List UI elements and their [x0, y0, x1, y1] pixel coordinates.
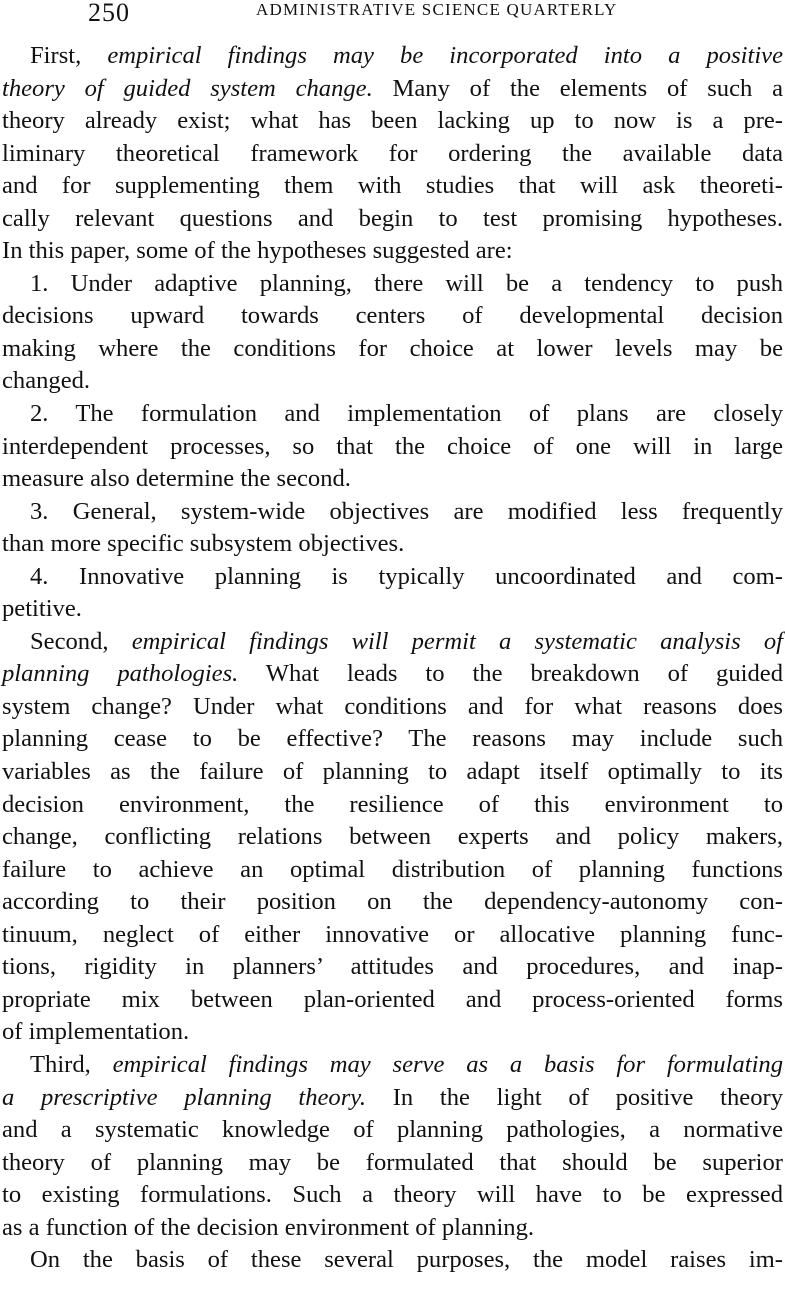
- text-line: interdependent processes, so that the choice of one will in large: [2, 432, 783, 460]
- hypothesis-3: [2, 496, 783, 561]
- text-run: First,: [30, 42, 108, 69]
- text-line: [2, 1049, 783, 1082]
- italic-run: empirical findings may be incorporated into a positive: [107, 42, 783, 69]
- text-line: liminary theoretical framework for ordering the available data: [2, 139, 783, 167]
- text-line: and for supplementing them with studies that will ask theoreti-: [2, 172, 783, 200]
- text-run: Second,: [30, 627, 132, 655]
- page-number: 250: [88, 0, 130, 27]
- text-line: changed.: [2, 367, 91, 395]
- running-header: [0, 0, 785, 30]
- text-run: What leads to the breakdown of guided: [238, 660, 783, 688]
- text-line: theory of planning may be formulated that should be superior: [2, 1148, 783, 1176]
- text-line: tions, rigidity in planners’ attitudes and procedures, and inap-: [2, 953, 783, 981]
- italic-run: empirical findings may serve as a basis for formulating: [112, 1050, 783, 1078]
- text-run: Third,: [30, 1050, 113, 1078]
- text-line: change, conflicting relations between experts and policy makers,: [2, 823, 783, 851]
- italic-run: planning pathologies.: [2, 660, 239, 688]
- text-line: 3. General, system-wide objectives are modified less frequently: [30, 497, 783, 525]
- body-text: [2, 40, 783, 1277]
- text-line: variables as the failure of planning to adapt itself optimally to its: [2, 758, 783, 786]
- text-line: [2, 658, 783, 691]
- text-line: as a function of the decision environment of planning.: [2, 1213, 535, 1241]
- text-line: measure also determine the second.: [2, 465, 351, 493]
- text-line: [2, 626, 783, 659]
- text-line: petitive.: [2, 595, 82, 623]
- italic-run: a prescriptive planning theory.: [2, 1083, 367, 1111]
- text-line: than more specific subsystem objectives.: [2, 530, 405, 558]
- text-line: system change? Under what conditions and for what reasons does: [2, 692, 783, 720]
- paragraph-third: [2, 1049, 783, 1244]
- hypothesis-2: [2, 398, 783, 496]
- text-line: On the basis of these several purposes, the model raises im-: [30, 1246, 783, 1274]
- text-line: decision environment, the resilience of this environment to: [2, 790, 783, 818]
- text-line: making where the conditions for choice at lower levels may be: [2, 334, 783, 362]
- text-line: theory already exist; what has been lacking up to now is a pre-: [2, 107, 783, 135]
- text-line: [2, 40, 783, 73]
- text-line: 1. Under adaptive planning, there will be a tendency to push: [30, 269, 783, 297]
- text-line: and a systematic knowledge of planning pathologies, a normative: [2, 1116, 783, 1144]
- paragraph-fourth: [2, 1244, 783, 1277]
- text-line: planning cease to be effective? The reasons may include such: [2, 725, 783, 753]
- text-line: 4. Innovative planning is typically uncoordinated and com-: [30, 562, 783, 590]
- journal-title: ADMINISTRATIVE SCIENCE QUARTERLY: [256, 0, 618, 19]
- text-line: decisions upward towards centers of developmental decision: [2, 302, 783, 330]
- text-line: to existing formulations. Such a theory will have to be expressed: [2, 1181, 783, 1209]
- text-line: of implementation.: [2, 1018, 190, 1046]
- text-run: In the light of positive theory: [366, 1083, 783, 1111]
- text-line: In this paper, some of the hypotheses suggested are:: [2, 237, 513, 265]
- hypothesis-4: [2, 561, 783, 626]
- paragraph-second: [2, 626, 783, 1049]
- paragraph-first: [2, 40, 783, 268]
- italic-run: theory of guided system change.: [2, 74, 373, 102]
- text-line: 2. The formulation and implementation of plans are closely: [30, 400, 783, 428]
- italic-run: empirical findings will permit a systematic analysis of: [131, 627, 783, 655]
- text-line: tinuum, neglect of either innovative or allocative planning func-: [2, 920, 783, 948]
- text-line: failure to achieve an optimal distribution of planning functions: [2, 855, 783, 883]
- text-line: propriate mix between plan-oriented and process-oriented forms: [2, 985, 783, 1013]
- text-line: cally relevant questions and begin to test promising hypotheses.: [2, 204, 783, 232]
- text-line: according to their position on the dependency-autonomy con-: [2, 888, 783, 916]
- hypothesis-1: [2, 268, 783, 398]
- text-run: Many of the elements of such a: [372, 74, 783, 102]
- text-line: [2, 1082, 783, 1115]
- text-line: [2, 73, 783, 106]
